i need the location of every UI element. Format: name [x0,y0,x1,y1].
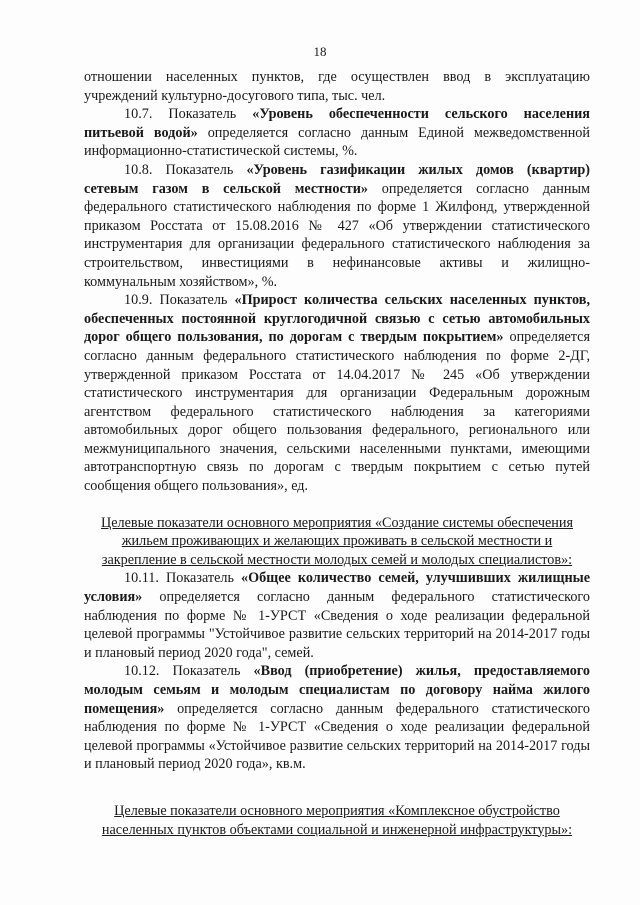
indicator-title: «Уровень газификации жилых домов (квартир) сетевым газом в сельской местности» [84,161,590,197]
indicator-title: «Прирост количества сельских населенных пунктов, обеспеченных постоянной круглогодичной связью с сетью автомобильных дорог общего пользования, по дорогам с твердым покрытием» [84,292,590,346]
paragraph-lead: 10.8. Показатель [124,161,247,178]
paragraph-text: определяется согласно данным федерального статистического наблюдения по форме 2-ДГ, утвержденной приказом Росстата от 14.04.2017 № 245 «Об утверждении статистического инструментария для организации Федеральным дорожным агентством федерального статистического наблюдения за категориями автомобильных дорог общего пользования федерального, регионального или межмуниципального значения, сельскими населенными пунктами, имеющими автотранспортную связь по дорогам с твердым покрытием с сетью путей сообщения общего пользования», ед. [84,329,591,495]
paragraph-10-11 [84,569,590,662]
paragraph-lead: 10.9. Показатель [124,292,235,309]
indicator-title: «Уровень обеспеченности сельского населения питьевой водой» [84,106,590,141]
section-heading-housing: Целевые показатели основного мероприятия «Создание системы обеспечения жильем проживающих и желающих проживать в сельской местности и закрепление в сельской местности молодых семей и молодых специалистов»: [101,514,573,568]
paragraph-continuation [84,68,590,105]
paragraph-lead: 10.12. Показатель [124,663,254,680]
paragraph-text: определяется согласно данным федерального статистического наблюдения по форме № 1-УРСТ «Сведения о ходе реализации федеральной целевой программы "Устойчивое развитие сельских территорий на 2014-2017 годы и плановый период 2020 года", семей. [84,589,590,661]
paragraph-text: отношении населенных пунктов, где осуществлен ввод в эксплуатацию учреждений культурно-досугового типа, тыс. чел. [84,69,590,104]
paragraph-10-7 [84,105,590,161]
paragraph-text: определяется согласно данным федерального статистического наблюдения по форме 1 Жилфонд, утвержденной приказом Росстата от 15.08.2016 № 427 «Об утверждении статистического инструментария для организации федерального статистического наблюдения за строительством, инвестициями в нефинансовые активы и жилищно-коммунальным хозяйством», %. [84,180,590,290]
indicator-title: «Ввод (приобретение) жилья, предоставляемого молодым семьям и молодым специалистам по договору найма жилого помещения» [84,663,590,717]
paragraph-lead: 10.7. Показатель [124,106,253,123]
indicator-title: «Общее количество семей, улучшивших жилищные условия» [84,570,590,606]
paragraph-10-8 [84,161,590,291]
paragraph-10-9 [84,291,590,496]
paragraph-text: определяется согласно данным федерального статистического наблюдения по форме № 1-УРСТ «Сведения о ходе реализации федеральной целевой программы «Устойчивое развитие сельских территорий на 2014-2017 годы и плановый период 2020 года», кв.м. [84,700,590,773]
page-number: 18 [313,44,327,59]
paragraph-lead: 10.11. Показатель [124,570,242,587]
paragraph-text: определяется согласно данным Единой межведомственной информационно-статистической системы, %. [84,124,590,160]
document-body [84,68,590,839]
section-heading-infrastructure: Целевые показатели основного мероприятия «Комплексное обустройство населенных пунктов объектами социальной и инженерной инфраструктуры»: [101,802,573,838]
paragraph-10-12 [84,662,590,774]
